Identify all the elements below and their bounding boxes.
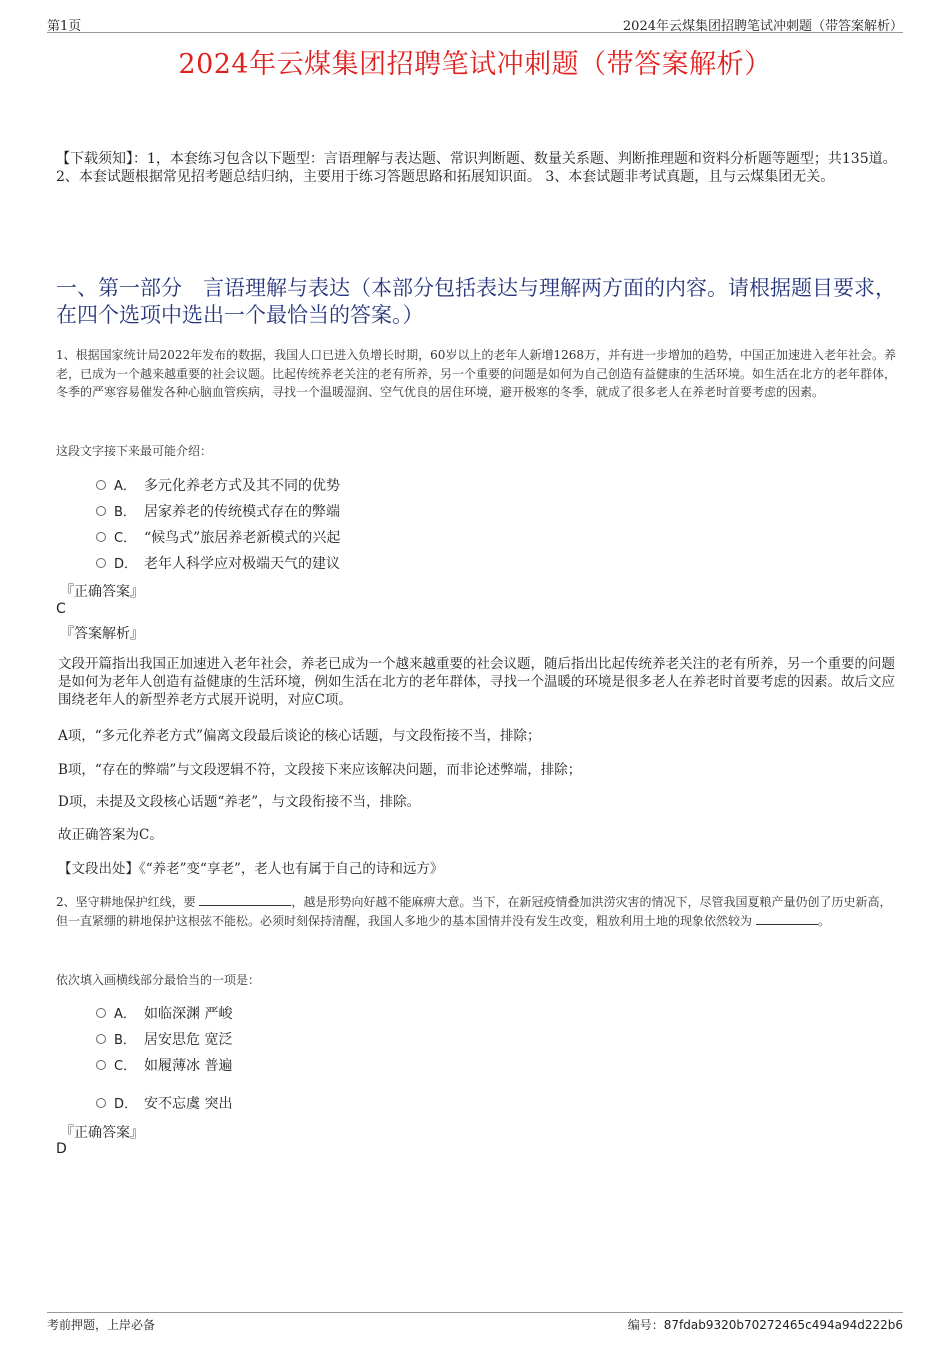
download-notice: 【下载须知】：1，本套练习包含以下题型：言语理解与表达题、常识判断题、数量关系题、判断推理题和资料分析题等题型；共135道。 2、本套试题根据常见招考题总结归纳，主要用于练习答题思路和拓展知识面。 3、本套试题非考试真题，且与云煤集团无关。 — [56, 151, 897, 185]
q1-analysis-summary: 文段开篇指出我国正加速进入老年社会，养老已成为一个越来越重要的社会议题，随后指出比起传统养老关注的老有所养，另一个重要的问题是如何为老年人创造有益健康的生活环境，例如生活在北方的老年群体，寻找一个温暖的环境是很多老人在养老时首要考虑的因素。故后文应围绕老年人的新型养老方式展开说明，对应C项。 — [58, 656, 895, 708]
q1-option-c[interactable]: C． “候鸟式”旅居养老新模式的兴起 — [96, 528, 340, 548]
radio-icon[interactable] — [96, 1034, 106, 1044]
fill-blank-1 — [199, 893, 291, 906]
q2-option-b[interactable]: B． 居安思危 宽泛 — [96, 1030, 232, 1050]
footer-code: 编号：87fdab9320b70272465c494a94d222b6 — [627, 1318, 903, 1332]
radio-icon[interactable] — [96, 532, 106, 542]
q1-analysis-conclusion: 故正确答案为C。 — [58, 827, 163, 843]
q1-analysis-label: 『答案解析』 — [60, 626, 144, 642]
question-1-prompt: 这段文字接下来最可能介绍： — [56, 444, 213, 458]
q2-option-c[interactable]: C． 如履薄冰 普遍 — [96, 1056, 232, 1076]
q1-answer: C — [56, 601, 66, 617]
page-number: 第1页 — [47, 19, 82, 34]
q2-option-a[interactable]: A． 如临深渊 严峻 — [96, 1004, 232, 1024]
q1-option-a[interactable]: A． 多元化养老方式及其不同的优势 — [96, 476, 340, 496]
document-title: 2024年云煤集团招聘笔试冲刺题（带答案解析） — [178, 49, 772, 80]
q2-answer-label: 『正确答案』 — [60, 1125, 144, 1141]
radio-icon[interactable] — [96, 1098, 106, 1108]
q1-answer-label: 『正确答案』 — [60, 584, 144, 600]
q2-option-d[interactable]: D． 安不忘虞 突出 — [96, 1094, 232, 1114]
question-2-text: 2、坚守耕地保护红线，要 ，越是形势向好越不能麻痹大意。当下，在新冠疫情叠加洪涝灾害的情况下，尽管我国夏粮产量仍创了历史新高，但一直紧绷的耕地保护这根弦不能松。必须时刻保持清醒，我国人多地少的基本国情并没有发生改变，粗放利用土地的现象依然较为 。 — [56, 895, 892, 928]
q1-analysis-d: D项，未提及文段核心话题“养老”，与文段衔接不当，排除。 — [58, 794, 421, 810]
q2-answer: D — [56, 1141, 67, 1157]
q1-option-d[interactable]: D． 老年人科学应对极端天气的建议 — [96, 554, 340, 574]
q1-analysis-b: B项，“存在的弊端”与文段逻辑不符，文段接下来应该解决问题，而非论述弊端，排除； — [58, 762, 582, 778]
radio-icon[interactable] — [96, 506, 106, 516]
question-2-prompt: 依次填入画横线部分最恰当的一项是： — [56, 973, 261, 987]
section-heading: 一、第一部分 言语理解与表达（本部分包括表达与理解两方面的内容。请根据题目要求，在四个选项中选出一个最恰当的答案。） — [56, 276, 896, 327]
radio-icon[interactable] — [96, 1008, 106, 1018]
question-1-text: 1、根据国家统计局2022年发布的数据，我国人口已进入负增长时期，60岁以上的老年人新增1268万，并有进一步增加的趋势，中国正加速进入老年社会。养老，已成为一个越来越重要的社会议题。比起传统养老关注的老有所养，另一个重要的问题是如何为自己创造有益健康的生活环境。如生活在北方的老年群体，冬季的严寒容易催发各种心脑血管疾病，寻找一个温暖湿润、空气优良的居住环境，避开极寒的冬季，就成了很多老人在养老时首要考虑的因素。 — [56, 348, 897, 399]
radio-icon[interactable] — [96, 1060, 106, 1070]
page-header — [47, 12, 903, 33]
fill-blank-2 — [756, 912, 818, 925]
radio-icon[interactable] — [96, 480, 106, 490]
header-doc-title: 2024年云煤集团招聘笔试冲刺题（带答案解析） — [622, 19, 903, 34]
q1-option-b[interactable]: B． 居家养老的传统模式存在的弊端 — [96, 502, 340, 522]
footer-slogan: 考前押题，上岸必备 — [47, 1318, 156, 1332]
radio-icon[interactable] — [96, 558, 106, 568]
page-footer — [47, 1312, 903, 1332]
q1-text-source: 【文段出处】《“养老”变“享老”，老人也有属于自己的诗和远方》 — [58, 861, 444, 877]
q1-analysis-a: A项，“多元化养老方式”偏离文段最后谈论的核心话题，与文段衔接不当，排除； — [58, 728, 541, 744]
